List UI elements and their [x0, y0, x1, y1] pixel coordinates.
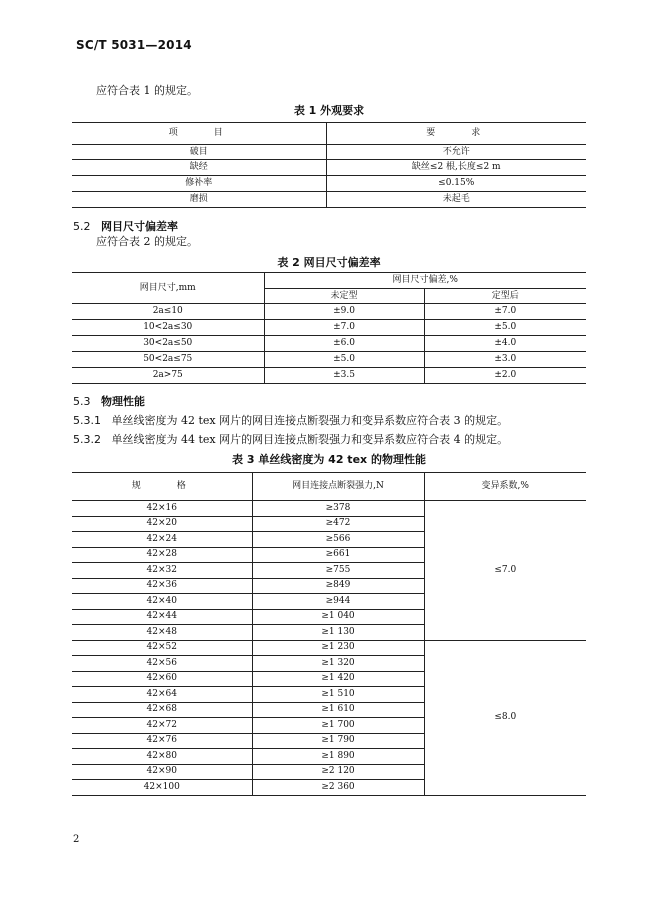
table-cell: 42×16 [72, 501, 252, 517]
table2-header-deviation: 网目尺寸偏差,% [264, 273, 586, 289]
table-cell: ±5.0 [264, 352, 424, 368]
table-cell: 42×28 [72, 547, 252, 563]
table-cell: 42×56 [72, 656, 252, 672]
table-cell: ≥1 230 [252, 640, 424, 656]
table-cell: ≥1 610 [252, 702, 424, 718]
section-5-3-2 [73, 431, 508, 447]
table3-title: 表 3 单丝线密度为 42 tex 的物理性能 [232, 453, 426, 466]
table-cell: ≥755 [252, 563, 424, 579]
section-number: 5.3.2 [73, 433, 101, 446]
table-cell: 50<2a≤75 [72, 352, 264, 368]
table-cell: 42×44 [72, 609, 252, 625]
section-number: 5.2 [73, 220, 91, 233]
table-cell: 破目 [72, 145, 326, 160]
table-cell: 10<2a≤30 [72, 320, 264, 336]
table3-physical-properties [72, 472, 586, 796]
table-cell: ≥1 790 [252, 733, 424, 749]
table-cell: 42×36 [72, 578, 252, 594]
table-cell: 缺经 [72, 160, 326, 176]
section-5-3-heading [73, 393, 145, 409]
table-cell: ±5.0 [424, 320, 586, 336]
table-cell: ≥1 130 [252, 625, 424, 641]
page-number: 2 [73, 834, 80, 845]
table-cell: ≥944 [252, 594, 424, 610]
table-cell: ≥849 [252, 578, 424, 594]
table-cell: 42×60 [72, 671, 252, 687]
section-text: 单丝线密度为 42 tex 网片的网目连接点断裂强力和变异系数应符合表 3 的规定。 [111, 414, 509, 427]
table1-title: 表 1 外观要求 [293, 104, 365, 117]
table-cell: ≥661 [252, 547, 424, 563]
table-cell: ≥1 700 [252, 718, 424, 734]
table-cell: ±9.0 [264, 304, 424, 320]
table-cell: 2a>75 [72, 368, 264, 384]
table-cell: 42×52 [72, 640, 252, 656]
table-cell: 修补率 [72, 176, 326, 192]
table1-header-requirement: 要 求 [326, 123, 586, 145]
table-cell: 42×48 [72, 625, 252, 641]
table3-header-spec: 规 格 [72, 473, 252, 501]
section-text: 单丝线密度为 44 tex 网片的网目连接点断裂强力和变异系数应符合表 4 的规定。 [111, 433, 509, 446]
table2-header-mesh-size: 网目尺寸,mm [72, 273, 264, 304]
table3-header-strength: 网目连接点断裂强力,N [252, 473, 424, 501]
table-cell: 42×64 [72, 687, 252, 703]
section-5-2-text: 应符合表 2 的规定。 [96, 235, 198, 248]
table-cell: 42×76 [72, 733, 252, 749]
table-cell: 42×80 [72, 749, 252, 765]
table-cell: 42×90 [72, 764, 252, 780]
table-cell: 42×24 [72, 532, 252, 548]
table-cell: ±2.0 [424, 368, 586, 384]
table-cell: ≥1 510 [252, 687, 424, 703]
table1-header-item: 项 目 [72, 123, 326, 145]
table2-title: 表 2 网目尺寸偏差率 [277, 256, 381, 269]
table2-header-unset: 未定型 [264, 289, 424, 304]
table-cell: ≥1 040 [252, 609, 424, 625]
table2-header-set: 定型后 [424, 289, 586, 304]
table-cell: ≤0.15% [326, 176, 586, 192]
table-cell: 42×100 [72, 780, 252, 796]
section-title: 网目尺寸偏差率 [101, 220, 178, 233]
standard-code-header: SC/T 5031—2014 [76, 38, 192, 52]
table-cell: 不允许 [326, 145, 586, 160]
table-cell: ≥472 [252, 516, 424, 532]
table-cell: 30<2a≤50 [72, 336, 264, 352]
table-cell: 42×68 [72, 702, 252, 718]
table-cell: 42×40 [72, 594, 252, 610]
table-cell: ±6.0 [264, 336, 424, 352]
table-cell: ±3.5 [264, 368, 424, 384]
table-cell: ≥566 [252, 532, 424, 548]
table2-mesh-deviation [72, 272, 586, 384]
table-cell: ≥2 120 [252, 764, 424, 780]
table1-appearance [72, 122, 586, 208]
section-5-3-1 [73, 412, 508, 428]
section-title: 物理性能 [101, 395, 145, 408]
table-cell: ≥2 360 [252, 780, 424, 796]
table-cell: 未起毛 [326, 192, 586, 208]
table-cell: ±7.0 [424, 304, 586, 320]
table-cell: ≥1 420 [252, 671, 424, 687]
table-cell: 缺丝≤2 根,长度≤2 m [326, 160, 586, 176]
table-cell: 2a≤10 [72, 304, 264, 320]
table3-cv-group1: ≤7.0 [424, 501, 586, 641]
table-cell: 42×32 [72, 563, 252, 579]
table-cell: ±3.0 [424, 352, 586, 368]
intro-line: 应符合表 1 的规定。 [96, 84, 198, 97]
section-5-2-heading [73, 218, 178, 234]
section-number: 5.3 [73, 395, 91, 408]
table-cell: ≥378 [252, 501, 424, 517]
table3-cv-group2: ≤8.0 [424, 640, 586, 795]
section-number: 5.3.1 [73, 414, 101, 427]
table-cell: ≥1 890 [252, 749, 424, 765]
table-cell: ±4.0 [424, 336, 586, 352]
table-cell: 42×72 [72, 718, 252, 734]
table-cell: 磨损 [72, 192, 326, 208]
table-cell: 42×20 [72, 516, 252, 532]
table-cell: ±7.0 [264, 320, 424, 336]
table-cell: ≥1 320 [252, 656, 424, 672]
table3-header-cv: 变异系数,% [424, 473, 586, 501]
